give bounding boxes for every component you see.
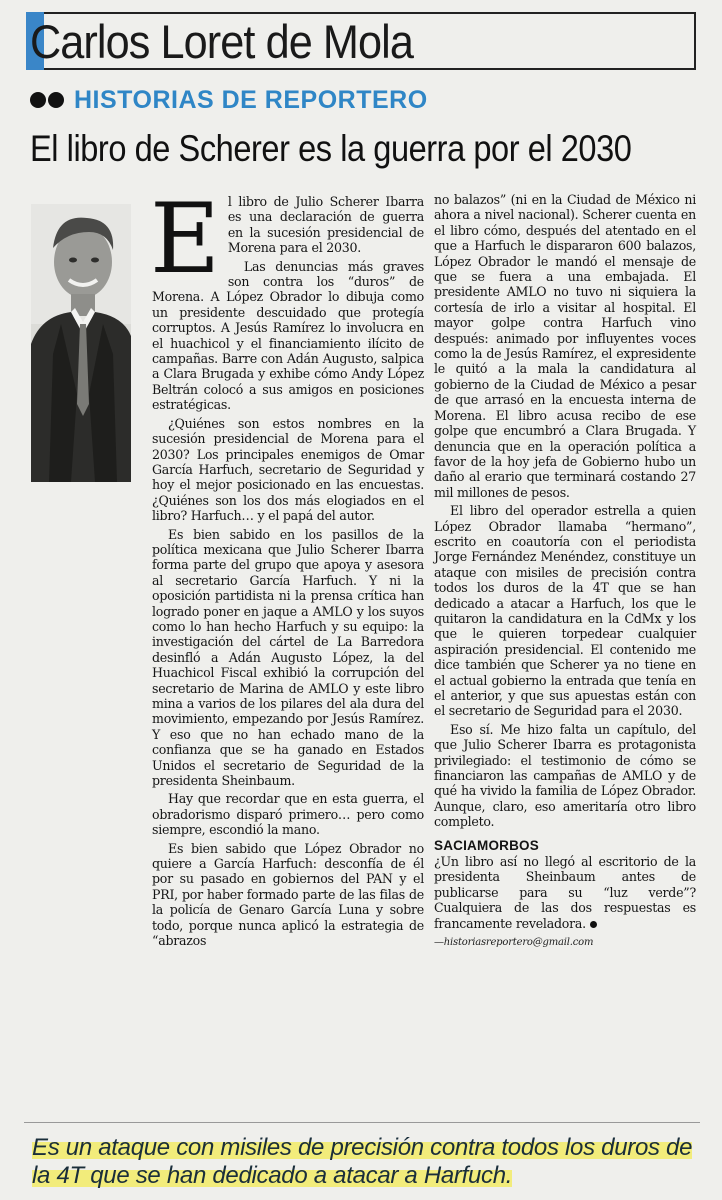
author-name: Carlos Loret de Mola xyxy=(30,15,413,68)
paragraph: Eso sí. Me hizo falta un capítulo, del que Julio Scherer Ibarra es protagonista privilegiado: el testimonio de cómo se financiaron las campañas de AMLO y de qué ha vivido la familia de López Obrador. Aunque, claro, eso ameritaría otro libro completo. xyxy=(434,721,696,830)
paragraph: ¿Quiénes son estos nombres en la sucesión presidencial de Morena para el 2030? Los principales enemigos de Omar García Harfuch, secretario de Seguridad y hoy el mejor posicionado en las encuestas. ¿Quiénes son los dos más elogiados en el libro? Harfuch… y el papá del autor. xyxy=(152,415,424,524)
bullet-dot-icon xyxy=(30,92,46,108)
section-header xyxy=(30,86,428,114)
saciamorbos-text xyxy=(434,854,696,931)
paragraph: l libro de Julio Scherer Ibarra es una declaración de guerra en la sucesión presidencial de Morena para el 2030. xyxy=(227,194,424,256)
paragraph: Es bien sabido que López Obrador no quiere a García Harfuch: desconfía de él por su pasado en gobiernos del PAN y el PRI, por haber formado parte de las filas de la policía de Genaro García Luna y sobre todo, porque nunca aplicó la estrategia de “abrazos xyxy=(152,840,424,949)
bullet-dot-icon xyxy=(48,92,64,108)
drop-cap: E xyxy=(150,183,220,295)
article-column-1 xyxy=(150,183,424,952)
paragraph: no balazos” (ni en la Ciudad de México ni ahora a nivel nacional). Scherer cuenta en el libro cómo, después del atentado en el que a Harfuch le dispararon 600 balazos, López Obrador le mandó el mensaje de que se fuera a una embajada. El presidente AMLO no tuvo ni siquiera la cortesía de irlo a visitar al hospital. El mayor golpe contra Harfuch vino después: animado por influyentes voces como la de Jesús Ramírez, el expresidente le quitó a la mala la candidatura al gobierno de la Ciudad de México a pesar de que arrasó en la encuesta interna de Morena. El libro acusa recibo de ese golpe que encumbró a Clara Brugada. Y denuncia que en la operación política a favor de la hoy jefa de Gobierno hubo un daño al erario que terminará costando 27 mil millones de pesos. xyxy=(434,192,696,500)
paragraph: Es bien sabido en los pasillos de la política mexicana que Julio Scherer Ibarra forma parte del grupo que apoya y asesora al secretario García Harfuch. Y ni la oposición partidista ni la prensa crítica han logrado poner en jaque a AMLO y los suyos como lo han hecho Harfuch y su equipo: la investigación del cártel de La Barredora desinfló a Adán Augusto López, la del Huachicol Fiscal exhibió la corrupción del secretario de Marina de AMLO y este libro mina a varios de los pilares del ala dura del movimiento, empezando por Jesús Ramírez. Y eso que no han echado mano de la confianza que se ha ganado en Estados Unidos el secretario de Seguridad de la presidenta Sheinbaum. xyxy=(152,526,424,789)
saciamorbos-body: ¿Un libro así no llegó al escritorio de la presidenta Sheinbaum antes de publicarse para su “luz verde”? Cualquiera de las dos respuestas es francamente reveladora. xyxy=(434,854,696,931)
article-column-2 xyxy=(434,192,696,951)
headline: El libro de Scherer es la guerra por el 2030 xyxy=(30,128,632,169)
pull-quote xyxy=(32,1134,698,1190)
saciamorbos-title: SACIAMORBOS xyxy=(434,837,539,853)
divider xyxy=(24,1122,700,1123)
paragraph: El libro del operador estrella a quien López Obrador llamaba “hermano”, escrito en coautoría con el periodista Jorge Fernández Menéndez, constituye un ataque con misiles de precisión contra todos los duros de la 4T que se han dedicado a atacar a Harfuch, los que le quitaron la candidatura en la CdMx y los que le quieren torpedear cualquier aspiración presidencial. El contenido me dice también que Scherer ya no tiene en el actual gobierno la entrada que tenía en el anterior, y que sus apuestas están con el secretario de Seguridad para el 2030. xyxy=(434,503,696,719)
author-portrait-icon xyxy=(31,204,131,482)
paragraph: Las denuncias más graves son contra los “duros” de Morena. A López Obrador lo dibuja como un presidente descuidado que protegía corruptos. A Jesús Ramírez lo involucra en el huachicol y el financiamiento ilícito de campañas. Barre con Adán Augusto, salpica a Clara Brugada y exhibe cómo Andy López Beltrán colocó a sus amigos en posiciones estratégicas. xyxy=(152,258,424,413)
section-label: HISTORIAS DE REPORTERO xyxy=(74,85,428,114)
paragraph: Hay que recordar que en esta guerra, el obradorismo disparó primero… pero como siempre, escondió la mano. xyxy=(152,791,424,838)
pull-quote-text: Es un ataque con misiles de precisión contra todos los duros de la 4T que se han dedicado a atacar a Harfuch. xyxy=(32,1134,693,1189)
author-email: —historiasreportero@gmail.com xyxy=(434,937,594,949)
end-mark-icon xyxy=(590,921,597,928)
author-photo xyxy=(31,204,131,482)
